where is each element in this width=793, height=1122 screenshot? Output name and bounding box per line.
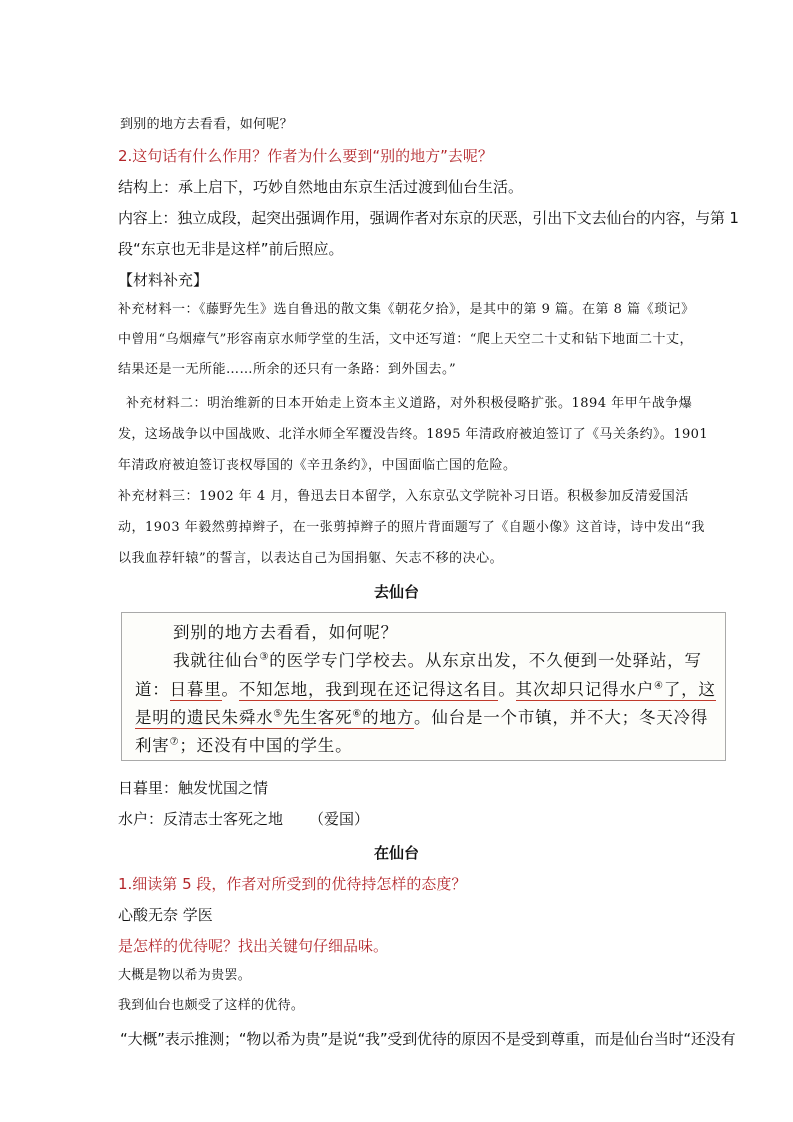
text-line: 结构上：承上启下，巧妙自然地由东京生活过渡到仙台生活。 xyxy=(118,178,524,196)
text-line: 年清政府被迫签订丧权辱国的《辛丑条约》，中国面临亡国的危险。 xyxy=(118,458,517,473)
text-line: 补充材料三：1902 年 4 月，鲁迅去日本留学，入东京弘文学院补习日语。积极参加反清爱国活 xyxy=(118,489,689,504)
section-title: 去仙台 xyxy=(373,583,419,601)
text-line: 段“东京也无非是这样”前后照应。 xyxy=(118,240,344,258)
question-heading: 1.细读第 5 段，作者对所受到的优待持怎样的态度？ xyxy=(118,875,467,893)
quoted-excerpt xyxy=(121,612,726,761)
text-line: 心酸无奈 学医 xyxy=(118,906,213,924)
text-line: 补充材料一：《藤野先生》选自鲁迅的散文集《朝花夕拾》，是其中的第 9 篇。在第 8 篇《琐记》 xyxy=(118,302,695,317)
excerpt-line: 是明的遗民朱舜水⑤先生客死⑥的地方。仙台是一个市镇，并不大；冬天冷得 xyxy=(135,708,709,727)
text-line: 大概是物以希为贵罢。 xyxy=(118,968,252,983)
text-line: 以我血荐轩辕”的誓言，以表达自己为国捐躯、矢志不移的决心。 xyxy=(118,551,504,566)
note-line: 日暮里：触发忧国之情 xyxy=(118,779,269,797)
question-heading: 是怎样的优待呢？找出关键句仔细品味。 xyxy=(118,937,389,955)
text-line: 中曾用“乌烟瘴气”形容南京水师学堂的生活，文中还写道：“爬上天空二十丈和钻下地面二十丈， xyxy=(118,332,693,347)
text-line: 发，这场战争以中国战败、北洋水师全军覆没告终。1895 年清政府被迫签订了《马关条约》。1901 xyxy=(118,427,709,442)
excerpt-line: 我就往仙台③的医学专门学校去。从东京出发，不久便到一处驿站，写 xyxy=(173,651,702,670)
text-line: 补充材料二：明治维新的日本开始走上资本主义道路，对外积极侵略扩张。1894 年甲午战争爆 xyxy=(126,396,693,411)
question-heading: 2.这句话有什么作用？作者为什么要到“别的地方”去呢？ xyxy=(118,147,493,165)
note-line: 水户：反清志士客死之地 （爱国） xyxy=(118,810,370,828)
text-line: “大概”表示推测；“物以希为贵”是说“我”受到优待的原因不是受到尊重，而是仙台当时“还没有 xyxy=(120,1030,736,1048)
text-line: 动，1903 年毅然剪掉辫子，在一张剪掉辫子的照片背面题写了《自题小像》这首诗，诗中发出“我 xyxy=(118,520,705,535)
section-title: 在仙台 xyxy=(373,844,419,862)
text-line: 结果还是一无所能……所余的还只有一条路：到外国去。” xyxy=(118,362,457,377)
text-line: 我到仙台也颇受了这样的优待。 xyxy=(118,998,305,1013)
excerpt-line: 利害⑦；还没有中国的学生。 xyxy=(135,736,353,755)
section-label: 【材料补充】 xyxy=(118,271,209,289)
text-line: 到别的地方去看看，如何呢？ xyxy=(120,117,293,132)
excerpt-line: 到别的地方去看看，如何呢？ xyxy=(173,623,398,642)
excerpt-line: 道：日暮里。不知怎地，我到现在还记得这名目。其次却只记得水户④了，这 xyxy=(135,680,716,699)
text-line: 内容上：独立成段，起突出强调作用，强调作者对东京的厌恶，引出下文去仙台的内容，与第 1 xyxy=(118,209,739,227)
